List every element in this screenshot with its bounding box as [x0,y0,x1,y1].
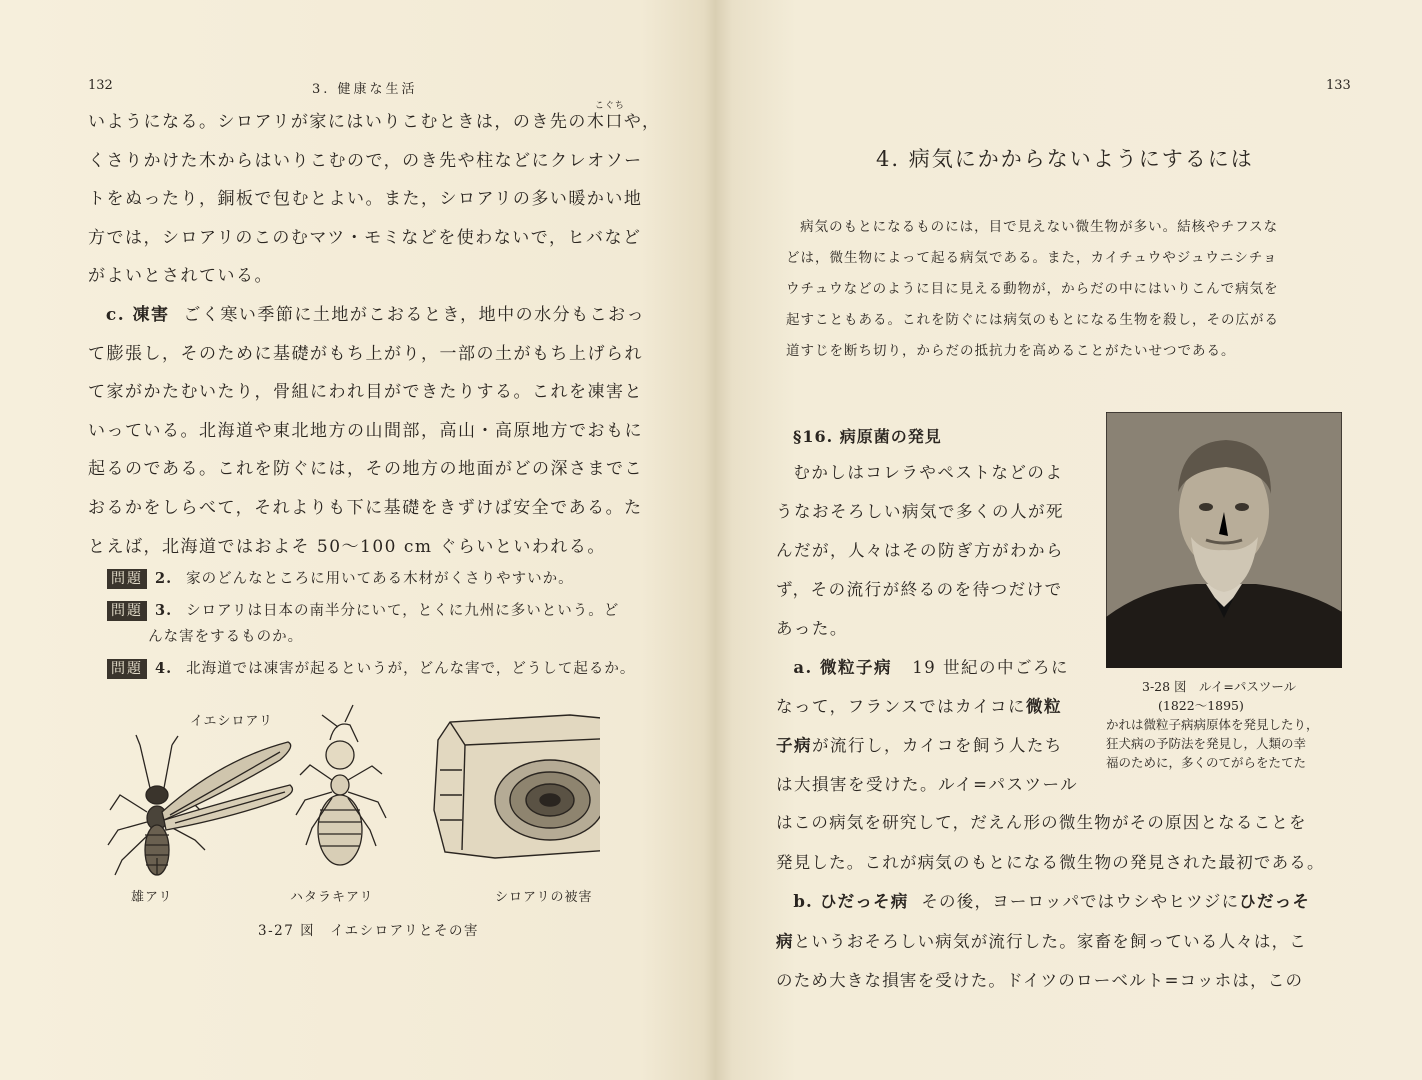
subsection-label: a. 微粒子病 [793,658,892,677]
question-text [148,598,677,650]
right-narrow-text [776,453,1091,804]
text-line: んだが，人々はその防ぎ方がわから [776,541,1064,560]
text-span: というおそろしい病気が流行した。家畜を飼っている人々は，こ [793,931,1308,951]
subsection-label: c. 凍害 [105,304,170,325]
termite-illustration [100,700,600,900]
text-line [776,882,1366,922]
subsection-label: b. ひだっそ病 [793,892,909,911]
text-line: ず，その流行が終るのを待つだけで [776,580,1063,599]
text-line: 病気のもとになるものには，目で見えない微生物が多い。結核やチフスな [800,219,1279,235]
text-line: 道すじを断ち切り，からだの抵抗力を高めることがたいせつである。 [786,343,1236,359]
question-tag: 問題 [107,601,147,621]
question-item [107,656,677,682]
text-line: どは，微生物によって起る病気である。また，カイチュウやジュウニシチョ [786,250,1278,266]
text-line: むかしはコレラやペストなどのよ [793,463,1064,482]
question-list [107,566,677,688]
chapter-intro [786,212,1351,367]
text-line: のため大きな損害を受けた。ドイツのローベルト=コッホは，この [776,971,1304,990]
figure-label-worker: ハタラキアリ [290,890,374,905]
worker-termite-drawing [296,705,386,865]
text-line: 方では，シロアリのこのむマツ・モミなどを使わないで，ヒバなど [88,227,642,248]
page-number-left: 132 [88,78,113,93]
text-span: 木口 [586,112,624,132]
section-heading: §16. 病原菌の発見 [793,427,942,446]
text-span: その後，ヨーロッパではウシやヒツジに [921,892,1240,911]
caption-line: (1822〜1895) [1158,698,1244,713]
figure-label-winged: 雄アリ [131,890,173,905]
ruby-word [587,103,624,142]
caption-line: 3-28 図 ルイ=パスツール [1142,679,1297,694]
caption-line: かれは微粒子病病原体を発見したり， [1106,717,1319,732]
text-span: んな害をするものか。 [148,629,304,645]
text-line [776,726,1091,765]
text-line: はこの病気を研究して，だえん形の微生物がその原因となることを [776,813,1307,832]
text-span: 19 世紀の中ごろに [912,658,1069,677]
text-line [776,648,1091,687]
figure-label-damage: シロアリの被害 [495,890,593,905]
text-line: て膨張し，そのために基礎がもち上がり，一部の土がもち上げられ [88,343,643,364]
text-line: 起るのである。これを防ぐには，その地方の地面がどの深さまでこ [88,459,643,480]
question-item [107,598,677,650]
text-line [776,687,1091,726]
figure-caption: 3-27 図 イエシロアリとその害 [258,923,480,939]
text-line: おるかをしらべて，それよりも下に基礎をきずけば安全である。た [88,497,643,518]
left-page [0,0,705,1080]
text-span: ごく寒い季節に土地がこおるとき，地中の水分もこおっ [183,304,646,325]
term-emphasis: 子病 [776,736,812,755]
text-line [776,922,1366,962]
portrait-caption [1106,677,1350,772]
text-line: あった。 [776,619,848,638]
term-emphasis: 病 [776,931,794,951]
caption-line: 福のために，多くのてがらをたてた [1106,755,1307,770]
term-emphasis: ひだっそ [1239,892,1311,911]
text-line: 発見した。これが病気のもとになる微生物の発見された最初である。 [776,852,1325,872]
left-body-text [88,103,688,566]
question-number: 4. [155,660,173,677]
caption-line: 狂犬病の予防法を発見し，人類の幸 [1106,736,1307,751]
question-number: 3. [155,602,173,619]
text-line: とえば，北海道ではおよそ 50〜100 cm ぐらいといわれる。 [88,536,606,557]
text-line: いっている。北海道や東北地方の山間部，高山・高原地方でおもに [88,420,643,441]
text-line: ウチュウなどのように目に見える動物が，からだの中にはいりこんで病気を [786,281,1279,297]
term-emphasis: 微粒 [1026,697,1063,716]
text-line [88,103,688,142]
text-line [88,296,688,335]
text-line: うなおそろしい病気で多くの人が死 [776,502,1064,521]
question-tag: 問題 [107,659,147,679]
pasteur-portrait [1106,412,1342,668]
running-head: 3. 健康な生活 [312,82,418,97]
damaged-wood-drawing [434,715,600,858]
question-text: 家のどんなところに用いてある木材がくさりやすいか。 [186,571,574,587]
text-line: トをぬったり，銅板で包むとよい。また，シロアリの多い暖かい地 [88,189,643,210]
chapter-title: 4. 病気にかからないようにするには [876,147,1254,171]
winged-termite-drawing [108,735,292,875]
text-line: て家がかたむいたり，骨組にわれ目ができたりする。これを凍害と [88,382,643,403]
text-span: シロアリは日本の南半分にいて，とくに九州に多いという。ど [186,603,620,619]
text-span: いようになる。シロアリが家にはいりこむときは，のき先の [88,112,587,132]
question-tag: 問題 [107,569,147,589]
text-span: が流行し，カイコを飼う人たち [812,736,1063,755]
ruby-reading: こぐち [594,101,625,111]
page-number-right: 133 [1326,78,1351,93]
text-line: がよいとされている。 [88,266,273,287]
question-number: 2. [155,570,173,587]
text-line: は大損害を受けた。ルイ=パスツール [776,775,1079,794]
question-item [107,566,677,592]
text-span: や， [623,112,661,132]
question-text: 北海道では凍害が起るというが，どんな害で，どうして起るか。 [186,661,636,677]
figure-label-title: イエシロアリ [190,714,273,729]
text-line: 起すこともある。これを防ぐには病気のもとになる生物を殺し，その広がる [786,312,1279,328]
text-span: なって，フランスではカイコに [776,697,1027,716]
text-line: くさりかけた木からはいりこむので，のき先や柱などにクレオソー [88,150,643,171]
right-wide-text [776,803,1366,1001]
